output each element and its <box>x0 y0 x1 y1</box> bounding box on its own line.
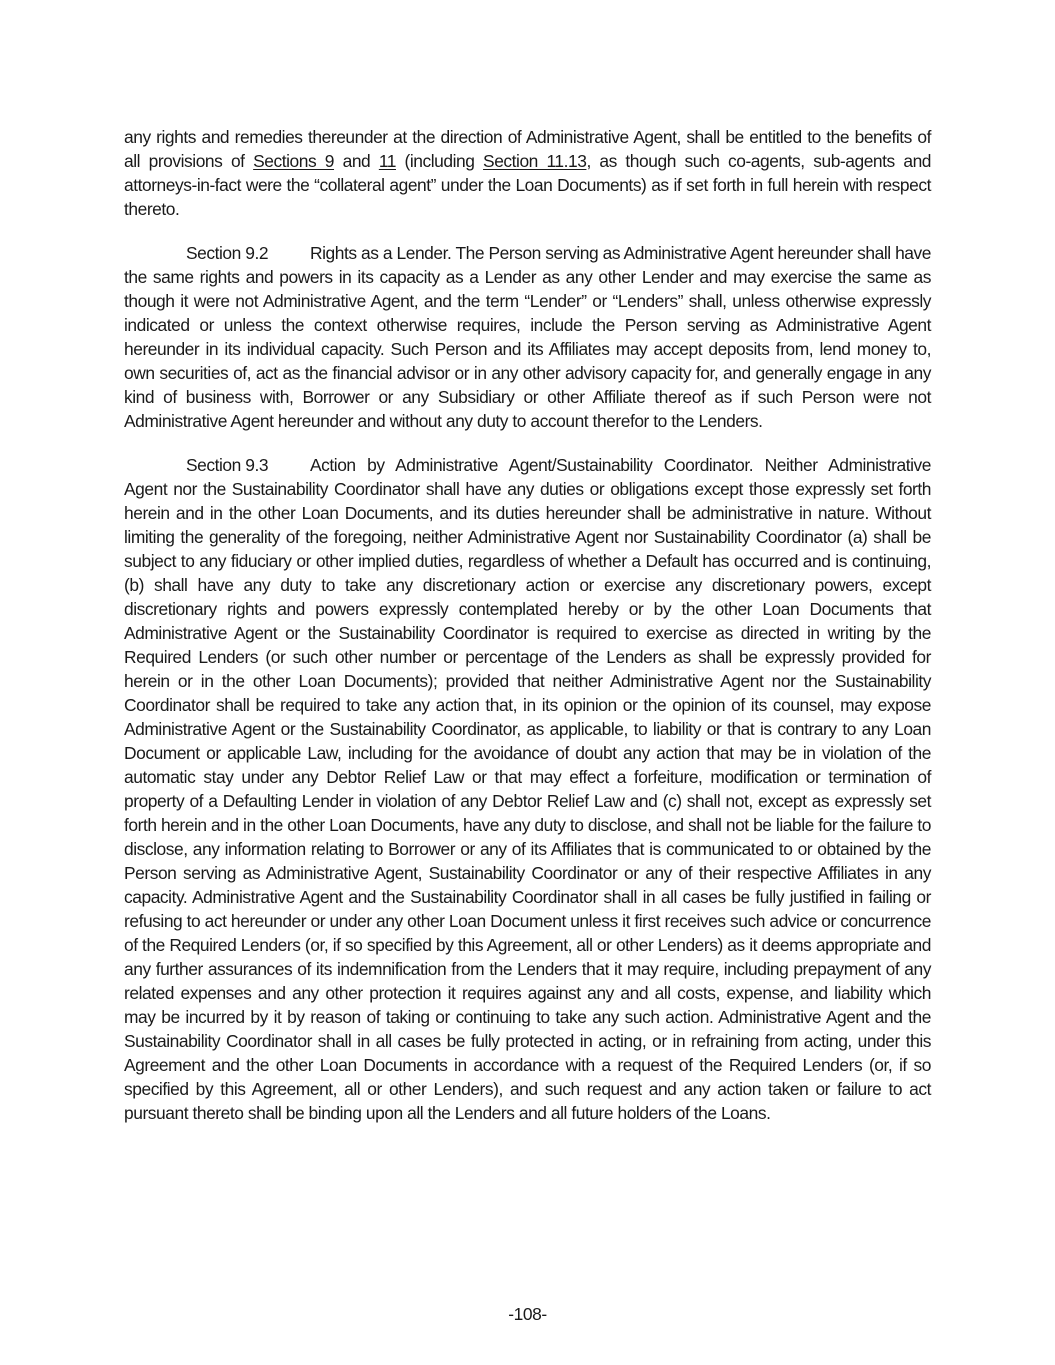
page-number: -108- <box>508 1304 547 1324</box>
section-9-2-paragraph <box>124 241 931 433</box>
para1-text-4: , as though such co-agents, sub-agents and attorneys-in-fact were the “collateral agent” under the Loan Documents) as if set forth in full herein with respect thereto. <box>124 151 932 219</box>
section-9-3-paragraph <box>124 453 931 1125</box>
section-11-reference: 11 <box>378 151 396 171</box>
section-9-2-heading: Rights as a Lender <box>310 243 447 263</box>
section-9-3-heading: Action by Administrative Agent/Sustainability Coordinator <box>310 455 749 475</box>
section-11-13-reference: Section 11.13 <box>483 151 587 171</box>
document-page <box>124 125 931 1145</box>
para1-text-3: (including <box>395 151 484 171</box>
section-9-3-body: . Neither Administrative Agent nor the Sustainability Coordinator shall have any duties or obligations except those expressly set forth herein and in the other Loan Documents, and its duties hereunder shall be administrative in nature. Without limiting the generality of the foregoing, neither Administrative Agent nor Sustainability Coordinator (a) shall be subject to any fiduciary or other implied duties, regardless of whether a Default has occurred and is continuing, (b) shall have any duty to take any discretionary action or exercise any discretionary powers, except discretionary rights and powers expressly contemplated hereby or by the other Loan Documents that Administrative Agent or the Sustainability Coordinator is required to exercise as directed in writing by the Required Lenders (or such other number or percentage of the Lenders as shall be expressly provided for herein or in the other Loan Documents); provided that neither Administrative Agent nor the Sustainability Coordinator shall be required to take any action that, in its opinion or the opinion of its counsel, may expose Administrative Agent or the Sustainability Coordinator, as applicable, to liability or that is contrary to any Loan Document or applicable Law, including for the avoidance of doubt any action that may be in violation of the automatic stay under any Debtor Relief Law or that may effect a forfeiture, modification or termination of property of a Defaulting Lender in violation of any Debtor Relief Law and (c) shall not, except as expressly set forth herein and in the other Loan Documents, have any duty to disclose, and shall not be liable for the failure to disclose, any information relating to Borrower or any of its Affiliates that is communicated to or obtained by the Person serving as Administrative Agent, Sustainability Coordinator or any of their respective Affiliates in any capacity. Administrative Agent and the Sustainability Coordinator shall in all cases be fully justified in failing or refusing to act hereunder or under any other Loan Document unless it first receives such advice or concurrence of the Required Lenders (or, if so specified by this Agreement, all or other Lenders) as it deems appropriate and any further assurances of its indemnification from the Lenders that it may require, including prepayment of any related expenses and any other protection it requires against any and all costs, expense, and liability which may be incurred by it by reason of taking or continuing to take any such action. Administrative Agent and the Sustainability Coordinator shall in all cases be fully protected in acting, or in refraining from acting, under this Agreement and the other Loan Documents in accordance with a request of the Required Lenders (or, if so specified by this Agreement, all or other Lenders), and such request and any action taken or failure to act pursuant thereto shall be binding upon all the Lenders and all future holders of the Loans. <box>124 455 931 1123</box>
para1-text-2: and <box>334 151 379 171</box>
sections-9-reference: Sections 9 <box>253 151 335 171</box>
continuation-paragraph <box>124 125 931 221</box>
section-9-3-number: Section 9.3 <box>186 455 269 475</box>
section-9-2-number: Section 9.2 <box>186 243 269 263</box>
para1-text-1: any rights and remedies thereunder at the direction of Administrative Agent, shall be entitled to the benefits of all provisions of <box>124 127 931 171</box>
section-9-2-body: . The Person serving as Administrative Agent hereunder shall have the same rights and powers in its capacity as a Lender as any other Lender and may exercise the same as though it were not Administrative Agent, and the term “Lender” or “Lenders” shall, unless otherwise expressly indicated or unless the context otherwise requires, include the Person serving as Administrative Agent hereunder in its individual capacity. Such Person and its Affiliates may accept deposits from, lend money to, own securities of, act as the financial advisor or in any other advisory capacity for, and generally engage in any kind of business with, Borrower or any Subsidiary or other Affiliate thereof as if such Person were not Administrative Agent hereunder and without any duty to account therefor to the Lenders. <box>124 243 931 431</box>
